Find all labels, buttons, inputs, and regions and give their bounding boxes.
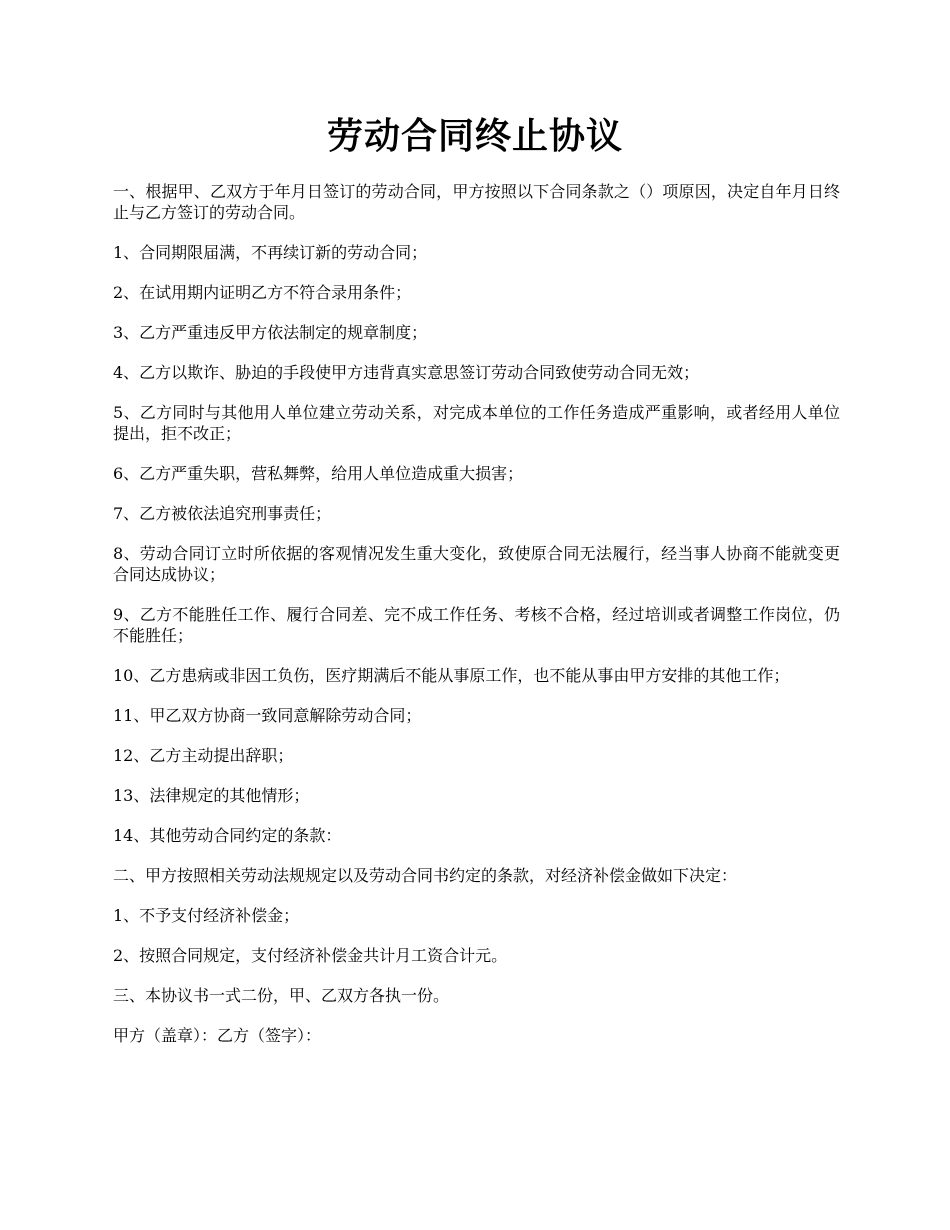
clause-item-14: 14、其他劳动合同约定的条款：: [113, 826, 342, 845]
clause-item-2: 2、在试用期内证明乙方不符合录用条件；: [113, 283, 412, 302]
clause-item-11: 11、甲乙双方协商一致同意解除劳动合同；: [113, 706, 422, 725]
clause-item-7: 7、乙方被依法追究刑事责任；: [113, 504, 332, 523]
clause-item-5: 5、乙方同时与其他用人单位建立劳动关系，对完成本单位的工作任务造成严重影响，或者经用人单位提出，拒不改正；: [113, 403, 840, 443]
paragraph-intro: 一、根据甲、乙双方于年月日签订的劳动合同，甲方按照以下合同条款之（）项原因，决定自年月日终止与乙方签订的劳动合同。: [113, 182, 840, 222]
clause-item-10: 10、乙方患病或非因工负伤，医疗期满后不能从事原工作，也不能从事由甲方安排的其他工作；: [113, 666, 790, 685]
document-title: 劳动合同终止协议: [326, 115, 623, 157]
paragraph-copies: 三、本协议书一式二份，甲、乙双方各执一份。: [113, 986, 450, 1005]
compensation-item-2: 2、按照合同规定，支付经济补偿金共计月工资合计元。: [113, 946, 508, 965]
signature-line: 甲方（盖章）：乙方（签字）：: [113, 1026, 322, 1045]
clause-item-3: 3、乙方严重违反甲方依法制定的规章制度；: [113, 323, 428, 342]
document-body: [113, 181, 840, 1065]
clause-item-12: 12、乙方主动提出辞职；: [113, 746, 294, 765]
clause-item-9: 9、乙方不能胜任工作、履行合同差、完不成工作任务、考核不合格，经过培训或者调整工作岗位，仍不能胜任；: [113, 605, 840, 645]
clause-item-4: 4、乙方以欺诈、胁迫的手段使甲方违背真实意思签订劳动合同致使劳动合同无效；: [113, 363, 700, 382]
clause-item-13: 13、法律规定的其他情形；: [113, 786, 310, 805]
clause-item-1: 1、合同期限届满，不再续订新的劳动合同；: [113, 243, 428, 262]
clause-item-6: 6、乙方严重失职，营私舞弊，给用人单位造成重大损害；: [113, 464, 524, 483]
clause-item-8: 8、劳动合同订立时所依据的客观情况发生重大变化，致使原合同无法履行，经当事人协商不能就变更合同达成协议；: [113, 544, 840, 584]
compensation-item-1: 1、不予支付经济补偿金；: [113, 906, 300, 925]
paragraph-compensation: 二、甲方按照相关劳动法规规定以及劳动合同书约定的条款，对经济补偿金做如下决定：: [113, 866, 738, 885]
